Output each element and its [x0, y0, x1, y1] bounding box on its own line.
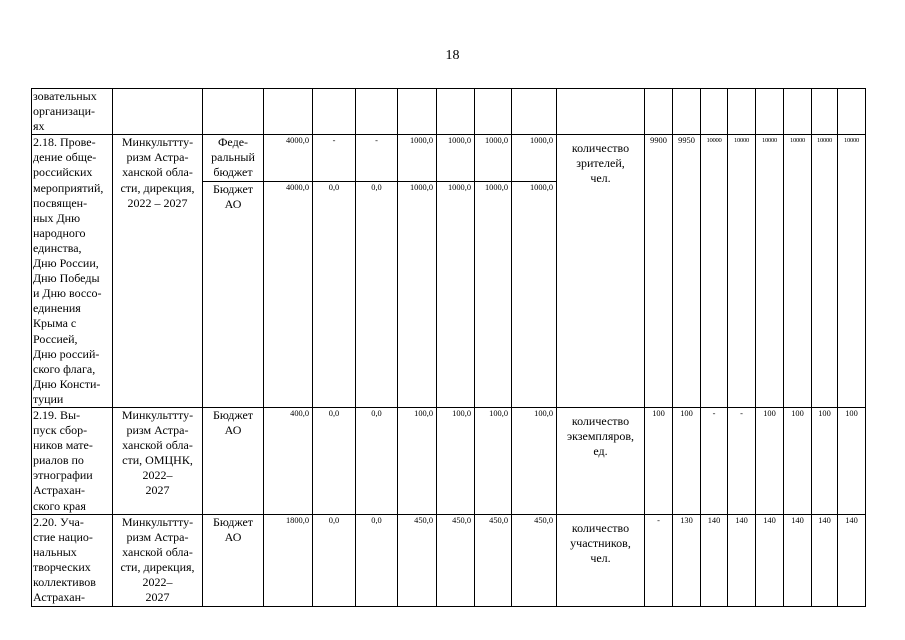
text-line: этнографии — [33, 468, 93, 483]
empty-cell — [784, 89, 812, 135]
text-line: зовательных — [33, 89, 97, 103]
text-line: народного — [33, 225, 86, 240]
empty-cell — [756, 89, 784, 135]
target-value-cell: 100 — [645, 407, 673, 514]
text-line: единства, — [33, 240, 82, 255]
program-table — [31, 88, 866, 607]
target-value-cell: 140 — [838, 514, 866, 606]
text-line: количество — [571, 520, 630, 535]
text-line: единения — [33, 301, 81, 316]
text-line: Бюджет — [212, 514, 254, 529]
text-line: риалов по — [33, 453, 84, 468]
amount-cell: 400,0 — [264, 407, 313, 514]
empty-cell — [645, 89, 673, 135]
amount-cell: 1000,0 — [512, 135, 557, 182]
target-value-cell: - — [645, 514, 673, 606]
amount-cell: 1000,0 — [475, 135, 512, 182]
text-line: мероприятий, — [33, 180, 104, 195]
text-line: туции — [33, 391, 64, 406]
amount-cell: 450,0 — [437, 514, 475, 606]
text-line: Феде- — [217, 135, 249, 150]
funding-source-cell — [203, 514, 264, 606]
text-line: ханской обла- — [122, 544, 193, 559]
target-value-cell: 10000 — [756, 135, 784, 408]
target-value-cell: - — [701, 407, 728, 514]
target-value-cell: 9950 — [673, 135, 701, 408]
text-line: дение обще- — [33, 150, 97, 165]
target-value-cell: 140 — [812, 514, 838, 606]
text-line: чел. — [590, 550, 611, 565]
text-line: экземпляров, — [566, 429, 635, 444]
item-name-cell — [32, 514, 113, 606]
target-value-cell: 100 — [756, 407, 784, 514]
text-line: ях — [33, 119, 45, 134]
amount-cell: 0,0 — [356, 407, 398, 514]
funding-source-cell — [203, 407, 264, 514]
amount-cell: - — [313, 135, 356, 182]
empty-cell — [264, 89, 313, 135]
empty-cell — [398, 89, 437, 135]
text-line: бюджет — [213, 165, 253, 180]
amount-cell: 450,0 — [512, 514, 557, 606]
text-line: 2022– — [142, 575, 173, 589]
target-value-cell: 10000 — [838, 135, 866, 408]
empty-cell — [203, 89, 264, 135]
item-name-cell — [32, 407, 113, 514]
target-value-cell: 100 — [784, 407, 812, 514]
text-line: пуск сбор- — [33, 423, 88, 438]
amount-cell: 0,0 — [313, 181, 356, 407]
text-line: ризм Астра- — [126, 150, 189, 165]
amount-cell: 450,0 — [475, 514, 512, 606]
empty-cell — [673, 89, 701, 135]
amount-cell: 0,0 — [356, 181, 398, 407]
target-value-cell: 140 — [701, 514, 728, 606]
text-line: 2022– — [142, 468, 173, 483]
amount-cell: 1000,0 — [512, 181, 557, 407]
target-value-cell: 130 — [673, 514, 701, 606]
target-value-cell: 140 — [728, 514, 756, 606]
empty-cell — [475, 89, 512, 135]
target-value-cell: 100 — [673, 407, 701, 514]
amount-cell: 1000,0 — [398, 135, 437, 182]
executor-cell — [113, 514, 203, 606]
text-line: Дню России, — [33, 256, 99, 271]
first-col-continuation — [32, 89, 113, 135]
amount-cell: 100,0 — [398, 407, 437, 514]
text-line: творческих — [33, 559, 91, 574]
text-line: организаци- — [33, 104, 95, 119]
text-line: Минкульттту- — [121, 407, 194, 422]
amount-cell: 1000,0 — [398, 181, 437, 407]
text-line: Минкульттту- — [121, 135, 194, 150]
text-line: ханской обла- — [122, 438, 193, 453]
target-value-cell: 100 — [838, 407, 866, 514]
target-value-cell: - — [728, 407, 756, 514]
item-name-cell — [32, 135, 113, 408]
indicator-cell — [557, 135, 645, 408]
text-line: 2022 – 2027 — [127, 195, 188, 210]
text-line: 2027 — [145, 483, 170, 498]
text-line: сти, дирекция, — [120, 559, 195, 574]
text-line: ризм Астра- — [126, 423, 189, 438]
amount-cell: 1000,0 — [475, 181, 512, 407]
target-value-cell: 10000 — [701, 135, 728, 408]
text-line: ского флага, — [33, 361, 96, 376]
text-line: Астрахан- — [33, 590, 85, 605]
empty-cell — [812, 89, 838, 135]
amount-cell: 0,0 — [313, 407, 356, 514]
executor-cell — [113, 407, 203, 514]
table-row — [32, 514, 866, 606]
text-line: АО — [224, 197, 242, 212]
text-line: Дню россий- — [33, 346, 100, 361]
target-value-cell: 140 — [756, 514, 784, 606]
header-continuation-row — [32, 89, 866, 135]
empty-cell — [437, 89, 475, 135]
text-line: 2027 — [145, 590, 170, 605]
amount-cell: 0,0 — [356, 514, 398, 606]
text-line: ского края — [33, 498, 86, 513]
amount-cell: 100,0 — [512, 407, 557, 514]
text-line: и Дню воссо- — [33, 286, 102, 301]
text-line: посвящен- — [33, 195, 88, 210]
table-row — [32, 135, 866, 182]
text-line: ников мате- — [33, 438, 93, 453]
text-line: ед. — [593, 444, 608, 459]
text-line: Дню Консти- — [33, 376, 101, 391]
text-line: Астрахан- — [33, 483, 85, 498]
text-line: АО — [224, 423, 242, 438]
text-line: АО — [224, 529, 242, 544]
amount-cell: 1000,0 — [437, 181, 475, 407]
target-value-cell: 10000 — [784, 135, 812, 408]
indicator-cell — [557, 514, 645, 606]
text-line: нальных — [33, 544, 77, 559]
text-line: Крыма с — [33, 316, 77, 331]
empty-cell — [512, 89, 557, 135]
text-line: Бюджет — [212, 407, 254, 422]
amount-cell: - — [356, 135, 398, 182]
target-value-cell: 100 — [812, 407, 838, 514]
amount-cell: 0,0 — [313, 514, 356, 606]
text-line: 2.18. Прове- — [33, 135, 96, 150]
text-line: количество — [571, 413, 630, 428]
amount-cell: 450,0 — [398, 514, 437, 606]
text-line: Дню Победы — [33, 271, 100, 286]
amount-cell: 100,0 — [475, 407, 512, 514]
text-line: 2.19. Вы- — [33, 407, 81, 422]
text-line: ральный — [211, 150, 255, 165]
text-line: количество — [571, 141, 630, 156]
text-line: зрителей, — [576, 156, 625, 171]
target-value-cell: 10000 — [728, 135, 756, 408]
target-value-cell: 140 — [784, 514, 812, 606]
empty-cell — [838, 89, 866, 135]
text-line: чел. — [590, 171, 611, 186]
page-number: 18 — [445, 48, 460, 63]
empty-cell — [313, 89, 356, 135]
amount-cell: 100,0 — [437, 407, 475, 514]
text-line: ризм Астра- — [126, 529, 189, 544]
target-value-cell: 10000 — [812, 135, 838, 408]
text-line: 2.20. Уча- — [33, 514, 84, 529]
target-value-cell: 9900 — [645, 135, 673, 408]
text-line: Бюджет — [212, 181, 254, 196]
funding-source-cell — [203, 181, 264, 407]
funding-source-cell — [203, 135, 264, 182]
text-line: Россией, — [33, 331, 78, 346]
empty-cell — [728, 89, 756, 135]
amount-cell: 4000,0 — [264, 135, 313, 182]
text-line: сти, дирекция, — [120, 180, 195, 195]
text-line: ханской обла- — [122, 165, 193, 180]
text-line: стие нацио- — [33, 529, 93, 544]
amount-cell: 1000,0 — [437, 135, 475, 182]
empty-cell — [113, 89, 203, 135]
text-line: участников, — [570, 535, 631, 550]
text-line: коллективов — [33, 575, 96, 589]
table-body — [32, 89, 866, 607]
text-line: Минкульттту- — [121, 514, 194, 529]
executor-cell — [113, 135, 203, 408]
amount-cell: 4000,0 — [264, 181, 313, 407]
empty-cell — [356, 89, 398, 135]
empty-cell — [701, 89, 728, 135]
text-line: ных Дню — [33, 210, 81, 225]
indicator-cell — [557, 407, 645, 514]
text-line: сти, ОМЦНК, — [122, 453, 193, 468]
empty-cell — [557, 89, 645, 135]
table-row — [32, 407, 866, 514]
text-line: российских — [33, 165, 93, 180]
amount-cell: 1800,0 — [264, 514, 313, 606]
